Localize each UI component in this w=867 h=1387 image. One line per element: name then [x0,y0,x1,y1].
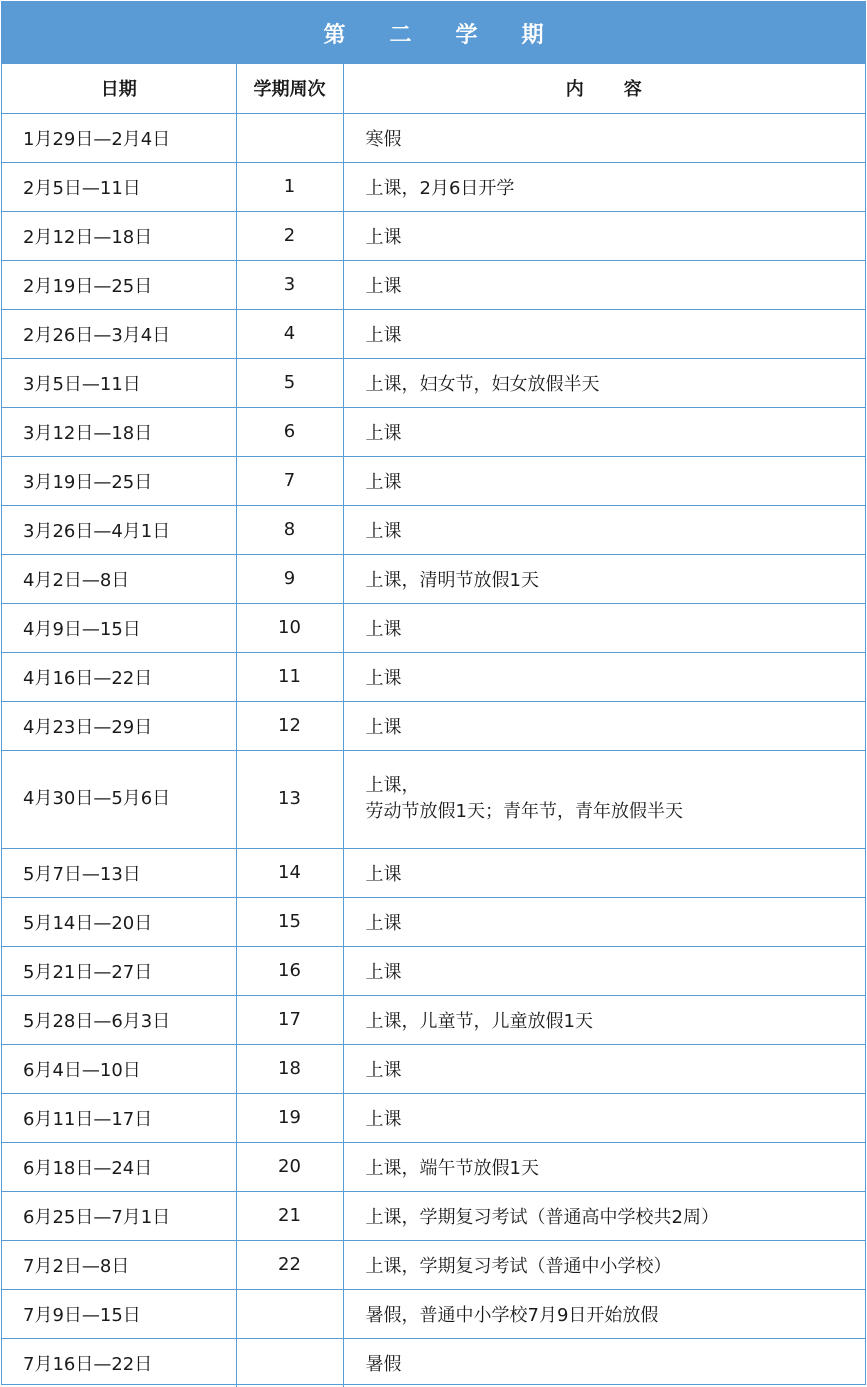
week-cell: 15 [236,897,343,946]
week-cell: 21 [236,1191,343,1240]
week-cell: 17 [236,995,343,1044]
week-cell: 16 [236,946,343,995]
content-line: 劳动节放假1天；青年节，青年放假半天 [365,801,683,822]
content-line: 上课，儿童节，儿童放假1天 [365,1010,593,1032]
table-row [2,1142,865,1191]
content-cell [343,505,865,554]
table-row [2,701,865,750]
content-cell [343,946,865,995]
table-row [2,358,865,407]
table-row [2,1044,865,1093]
header-week: 学期周次 [236,64,343,113]
week-cell: 22 [236,1240,343,1289]
content-line: 上课，学期复习考试（普通高中学校共2周） [365,1206,719,1228]
content-line: 上课 [365,422,402,444]
content-cell [343,554,865,603]
table-row [2,1240,865,1289]
content-line: 上课，清明节放假1天 [365,569,539,591]
date-cell: 7月2日—8日 [2,1240,236,1289]
content-cell [343,897,865,946]
date-cell: 3月26日—4月1日 [2,505,236,554]
week-cell: 4 [236,309,343,358]
content-line: 上课 [365,618,402,640]
table-row [2,407,865,456]
header-date: 日期 [2,64,236,113]
header-row [2,64,865,113]
week-cell: 8 [236,505,343,554]
content-line: 上课 [365,275,402,297]
week-cell: 18 [236,1044,343,1093]
date-cell: 2月26日—3月4日 [2,309,236,358]
content-line: 上课 [365,1059,402,1081]
date-cell: 6月25日—7月1日 [2,1191,236,1240]
week-cell: 11 [236,652,343,701]
content-line: 上课 [365,471,402,493]
content-cell [343,260,865,309]
content-line: 上课 [365,667,402,689]
date-cell: 3月5日—11日 [2,358,236,407]
content-line: 上课 [365,961,402,983]
content-line: 上课，2月6日开学 [365,177,515,199]
content-cell [343,1142,865,1191]
date-cell: 5月14日—20日 [2,897,236,946]
schedule-rows [2,113,865,1387]
table-row [2,1289,865,1338]
table-row [2,260,865,309]
date-cell: 5月7日—13日 [2,848,236,897]
date-cell: 2月19日—25日 [2,260,236,309]
date-cell: 7月16日—22日 [2,1338,236,1387]
content-line: 上课 [365,716,402,738]
content-line: 暑假，普通中小学校7月9日开始放假 [365,1304,659,1326]
date-cell: 5月28日—6月3日 [2,995,236,1044]
week-cell: 7 [236,456,343,505]
content-line: 上课，妇女节，妇女放假半天 [365,373,600,395]
content-line: 上课，端午节放假1天 [365,1157,539,1179]
date-cell: 5月21日—27日 [2,946,236,995]
week-cell [236,1338,343,1387]
week-cell: 14 [236,848,343,897]
content-cell [343,701,865,750]
date-cell: 2月5日—11日 [2,162,236,211]
content-line: 寒假 [365,128,402,150]
date-cell: 6月18日—24日 [2,1142,236,1191]
week-cell: 10 [236,603,343,652]
table-row [2,897,865,946]
table-row [2,162,865,211]
content-cell [343,1338,865,1387]
table-row [2,554,865,603]
content-cell [343,1191,865,1240]
week-cell: 13 [236,750,343,848]
week-cell: 12 [236,701,343,750]
week-cell: 3 [236,260,343,309]
week-cell: 20 [236,1142,343,1191]
date-cell: 4月16日—22日 [2,652,236,701]
date-cell: 3月19日—25日 [2,456,236,505]
content-line: 上课 [365,520,402,542]
content-line: 上课 [365,912,402,934]
table-row [2,946,865,995]
content-line: 上课 [365,1108,402,1130]
table-row [2,603,865,652]
table-row [2,995,865,1044]
table-row [2,456,865,505]
content-cell [343,162,865,211]
date-cell: 7月9日—15日 [2,1289,236,1338]
date-cell: 4月2日—8日 [2,554,236,603]
content-cell [343,995,865,1044]
table-row [2,211,865,260]
content-cell [343,407,865,456]
content-cell [343,1044,865,1093]
content-line: 暑假 [365,1353,402,1375]
content-cell [343,1093,865,1142]
content-cell [343,211,865,260]
week-cell: 1 [236,162,343,211]
week-cell: 9 [236,554,343,603]
content-cell [343,750,865,848]
content-line: 上课， [365,775,420,796]
table-row [2,652,865,701]
date-cell: 6月11日—17日 [2,1093,236,1142]
content-cell [343,1240,865,1289]
header-content: 内容 [343,64,865,113]
table-row [2,750,865,848]
table-row [2,505,865,554]
week-cell: 2 [236,211,343,260]
content-cell [343,113,865,162]
date-cell: 4月9日—15日 [2,603,236,652]
table-row [2,309,865,358]
week-cell [236,113,343,162]
content-line: 上课，学期复习考试（普通中小学校） [365,1255,672,1277]
date-cell: 1月29日—2月4日 [2,113,236,162]
table-row [2,113,865,162]
date-cell: 4月23日—29日 [2,701,236,750]
semester-title: 第二学期 [2,2,865,64]
week-cell: 6 [236,407,343,456]
date-cell: 3月12日—18日 [2,407,236,456]
date-cell: 2月12日—18日 [2,211,236,260]
content-cell [343,309,865,358]
content-line: 上课 [365,226,402,248]
content-cell [343,1289,865,1338]
week-cell: 5 [236,358,343,407]
date-cell: 4月30日—5月6日 [2,750,236,848]
content-cell [343,456,865,505]
week-cell: 19 [236,1093,343,1142]
date-cell: 6月4日—10日 [2,1044,236,1093]
content-line: 上课 [365,863,402,885]
schedule-sheet [1,1,866,1385]
content-cell [343,848,865,897]
content-cell [343,652,865,701]
content-cell [343,603,865,652]
table-row [2,1338,865,1387]
schedule-table [2,64,865,1387]
table-row [2,1093,865,1142]
content-cell [343,358,865,407]
table-row [2,848,865,897]
table-row [2,1191,865,1240]
content-line: 上课 [365,324,402,346]
week-cell [236,1289,343,1338]
